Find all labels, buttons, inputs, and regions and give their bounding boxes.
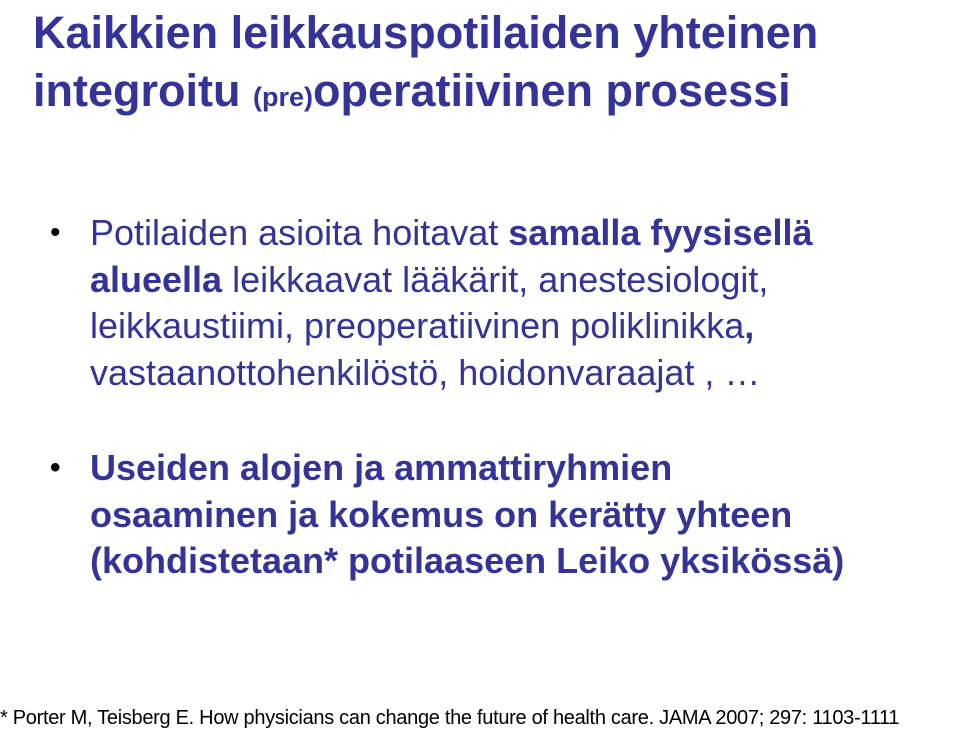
bullet-1-text-line-4: vastaanottohenkilöstö, hoidonvaraajat , … <box>90 351 761 393</box>
bullet-1-emphasis-line-2: alueella <box>90 258 223 300</box>
bullet-item-professionals <box>0 210 960 396</box>
title-line-2-part-1: integroitu <box>33 65 253 116</box>
title-line-2-part-2: operatiivinen prosessi <box>312 65 791 116</box>
bullet-list <box>0 210 960 585</box>
bullet-marker: • <box>50 451 61 484</box>
bullet-1-comma: , <box>744 305 755 346</box>
bullet-item-expertise <box>0 445 960 585</box>
bullet-2-line-1: Useiden alojen ja ammattiryhmien <box>90 447 673 488</box>
bullet-1-text-line-3: leikkaustiimi, preoperatiivinen poliklinikka <box>90 305 745 346</box>
bullet-1-text-line-2: leikkaavat lääkärit, anestesiologit, <box>222 258 769 300</box>
bullet-1-text-start: Potilaiden asioita hoitavat <box>90 212 509 253</box>
bullet-2-line-2: osaaminen ja kokemus on kerätty yhteen <box>90 493 793 535</box>
bullet-1-emphasis-line-1: samalla fyysisellä <box>508 212 813 253</box>
footnote-citation: * Porter M, Teisberg E. How physicians can change the future of health care. JAMA 2007; 297: 1103-1111 <box>0 707 900 729</box>
bullet-marker: • <box>50 216 61 249</box>
title-line-2-small: (pre) <box>252 82 313 112</box>
bullet-2-line-3: (kohdistetaan* potilaaseen Leiko yksikössä) <box>90 540 845 581</box>
title-line-1: Kaikkien leikkauspotilaiden yhteinen <box>33 7 819 58</box>
slide-title <box>33 4 960 126</box>
